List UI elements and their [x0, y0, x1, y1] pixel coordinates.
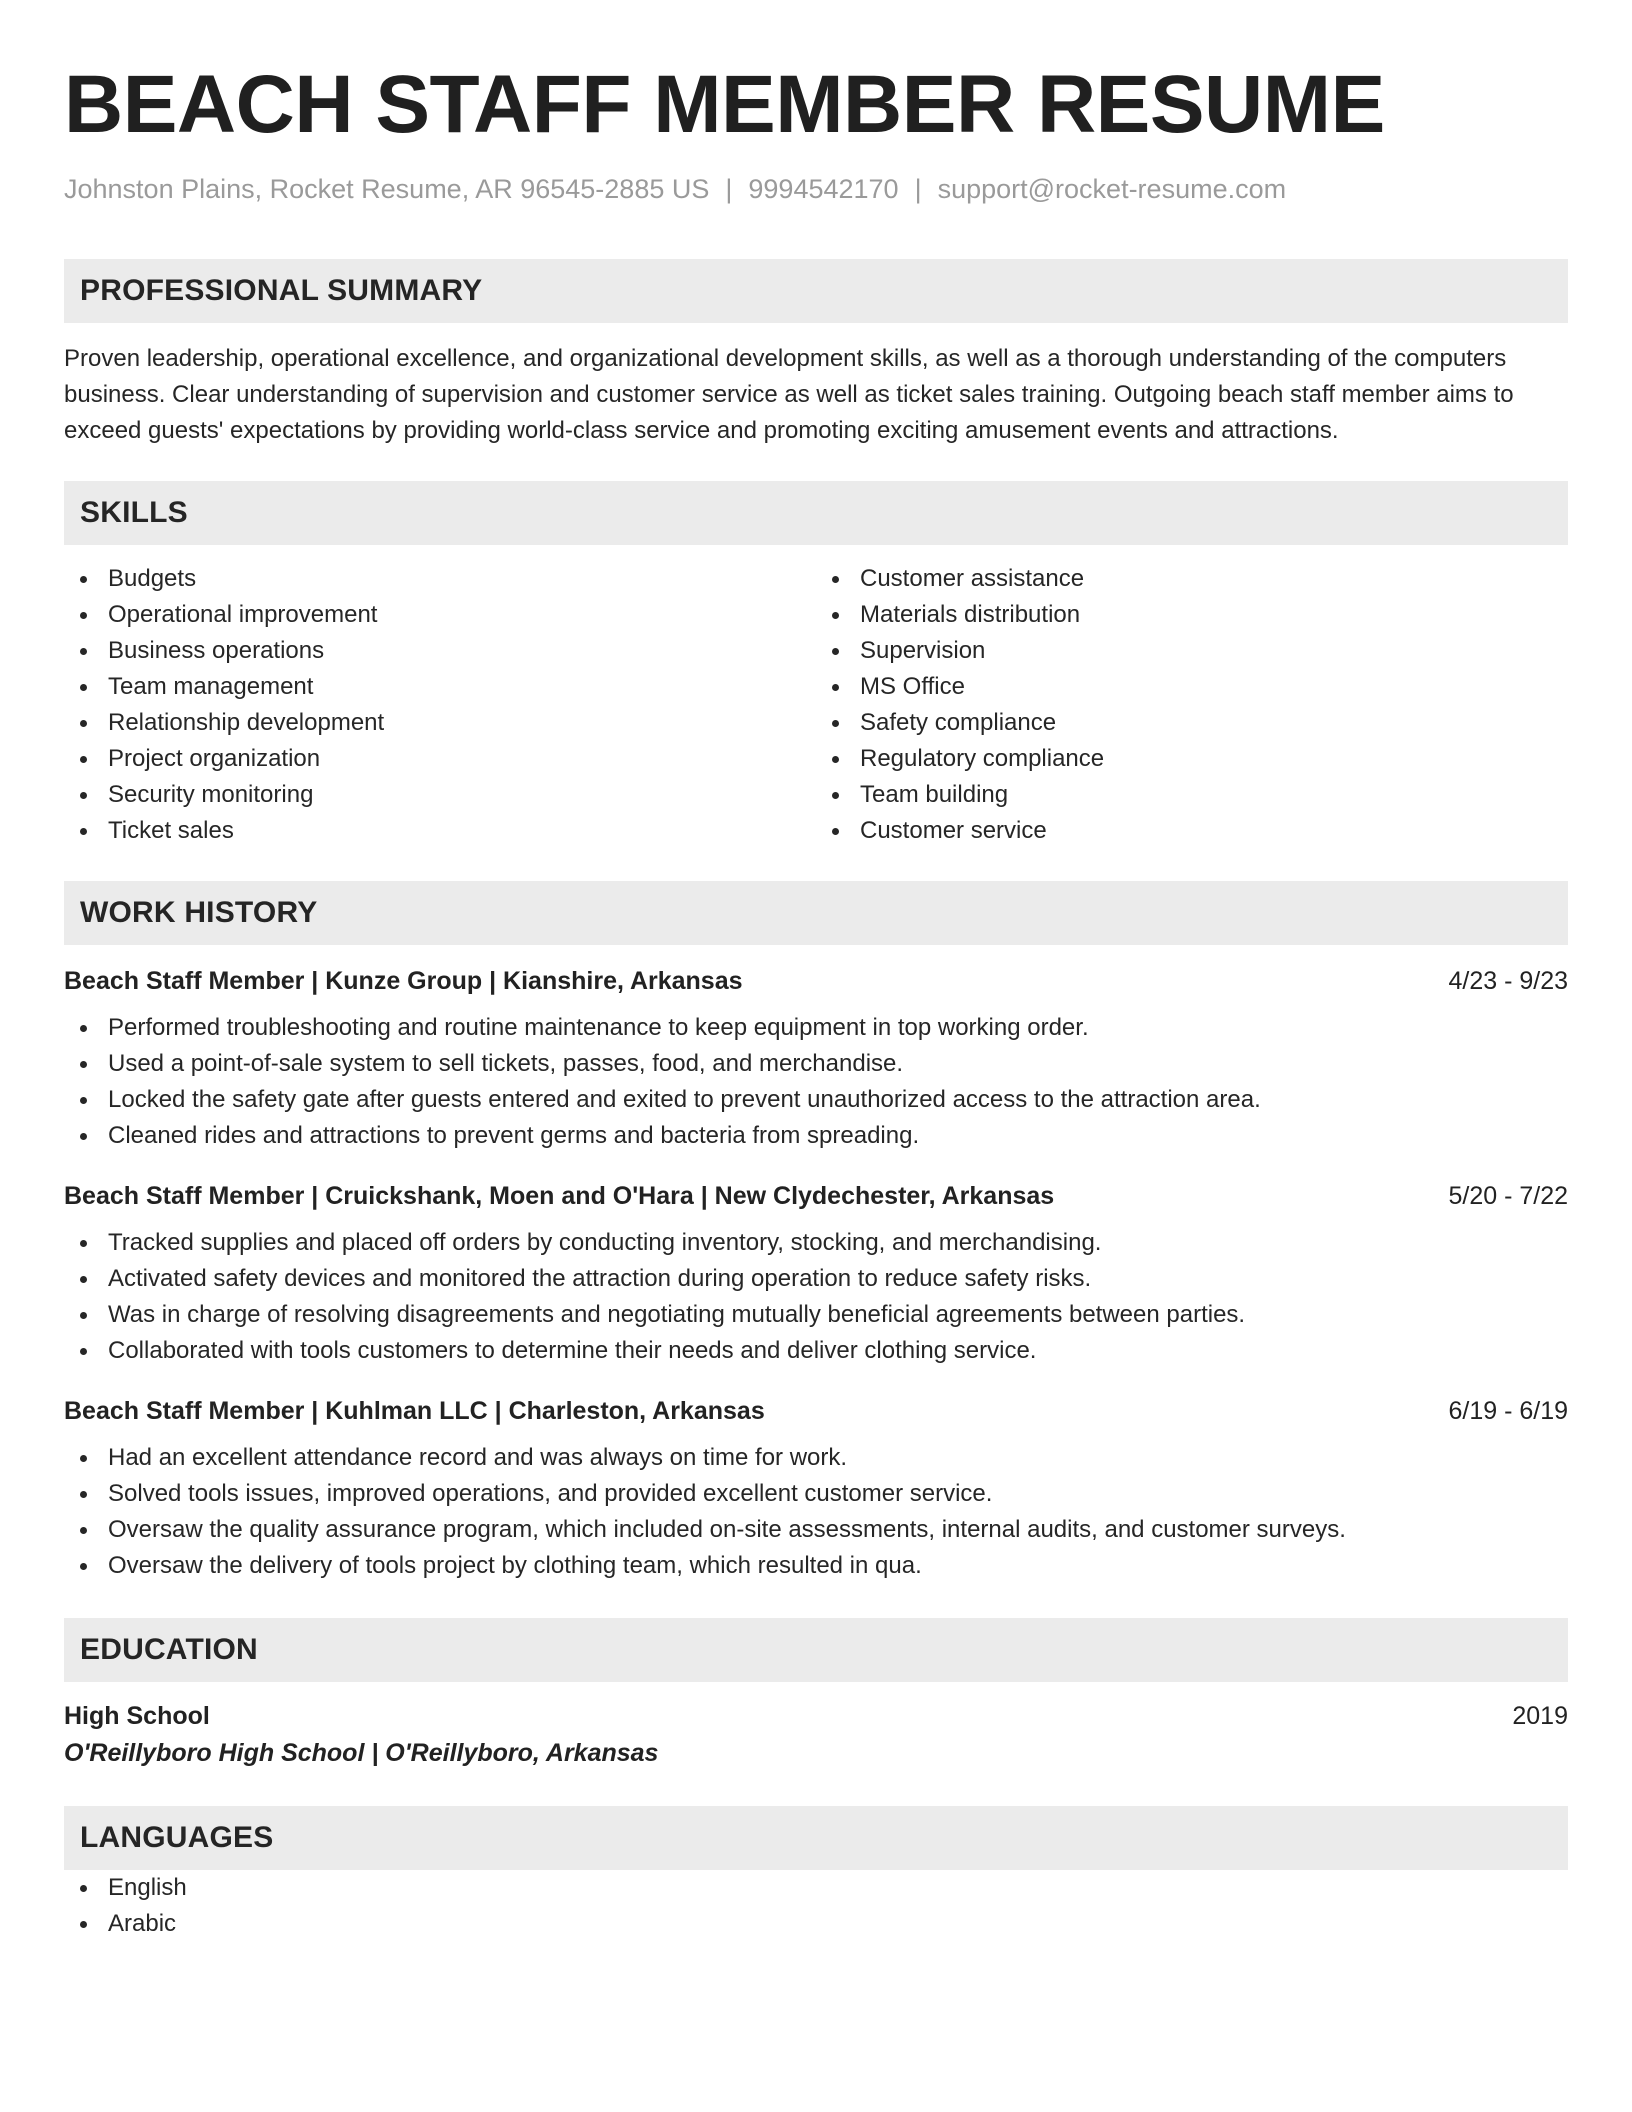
skills-list-right — [816, 561, 1568, 849]
skill-item: Security monitoring — [64, 777, 816, 813]
skill-item: Ticket sales — [64, 813, 816, 849]
education-year: 2019 — [1512, 1702, 1568, 1730]
job-title: Beach Staff Member | Kuhlman LLC | Charleston, Arkansas — [64, 1397, 765, 1425]
job-bullet: Collaborated with tools customers to determine their needs and deliver clothing service. — [64, 1333, 1568, 1369]
job-bullets — [64, 1225, 1568, 1369]
job-dates: 6/19 - 6/19 — [1448, 1397, 1568, 1425]
job-bullets — [64, 1010, 1568, 1154]
skill-item: Operational improvement — [64, 597, 816, 633]
skills-column-right — [816, 561, 1568, 849]
job-heading-row — [64, 1397, 1568, 1426]
languages-list — [64, 1870, 1568, 1942]
skill-item: Project organization — [64, 741, 816, 777]
section-header-summary: PROFESSIONAL SUMMARY — [64, 259, 1568, 323]
job-heading-row — [64, 967, 1568, 996]
skill-item: Supervision — [816, 633, 1568, 669]
job-bullet: Tracked supplies and placed off orders by conducting inventory, stocking, and merchandising. — [64, 1225, 1568, 1261]
job-bullet: Cleaned rides and attractions to prevent germs and bacteria from spreading. — [64, 1118, 1568, 1154]
skill-item: Business operations — [64, 633, 816, 669]
job-bullets — [64, 1440, 1568, 1584]
education-degree: High School — [64, 1702, 210, 1730]
language-item: English — [64, 1870, 1568, 1906]
skill-item: Budgets — [64, 561, 816, 597]
contact-email: support@rocket-resume.com — [937, 174, 1287, 204]
job-title: Beach Staff Member | Cruickshank, Moen and O'Hara | New Clydechester, Arkansas — [64, 1182, 1055, 1210]
contact-address: Johnston Plains, Rocket Resume, AR 96545-2885 US — [64, 174, 710, 204]
language-item: Arabic — [64, 1906, 1568, 1942]
section-header-education: EDUCATION — [64, 1618, 1568, 1682]
job-bullet: Used a point-of-sale system to sell tickets, passes, food, and merchandise. — [64, 1046, 1568, 1082]
section-header-work-history: WORK HISTORY — [64, 881, 1568, 945]
job-entry — [64, 967, 1568, 1154]
job-bullet: Solved tools issues, improved operations, and provided excellent customer service. — [64, 1476, 1568, 1512]
skill-item: MS Office — [816, 669, 1568, 705]
job-title: Beach Staff Member | Kunze Group | Kianshire, Arkansas — [64, 967, 743, 995]
job-heading-row — [64, 1182, 1568, 1211]
job-dates: 4/23 - 9/23 — [1448, 967, 1568, 995]
education-row — [64, 1702, 1568, 1731]
job-bullet: Performed troubleshooting and routine maintenance to keep equipment in top working order. — [64, 1010, 1568, 1046]
contact-line — [64, 174, 1568, 205]
skills-column-left — [64, 561, 816, 849]
skill-item: Team management — [64, 669, 816, 705]
skill-item: Customer assistance — [816, 561, 1568, 597]
job-bullet: Oversaw the quality assurance program, which included on-site assessments, internal audits, and customer surveys. — [64, 1512, 1568, 1548]
skill-item: Relationship development — [64, 705, 816, 741]
job-bullet: Oversaw the delivery of tools project by clothing team, which resulted in qua. — [64, 1548, 1568, 1584]
skills-list-left — [64, 561, 816, 849]
skills-grid — [64, 561, 1568, 849]
job-dates: 5/20 - 7/22 — [1448, 1182, 1568, 1210]
skill-item: Regulatory compliance — [816, 741, 1568, 777]
job-entry — [64, 1397, 1568, 1584]
skill-item: Team building — [816, 777, 1568, 813]
summary-text: Proven leadership, operational excellence, and organizational development skills, as well as a thorough understanding of the computers business. Clear understanding of supervision and customer service as well as ticket sales training. Outgoing beach staff member aims to exceed guests' expectations by providing world-class service and promoting exciting amusement events and attractions. — [64, 345, 1514, 444]
job-bullet: Activated safety devices and monitored the attraction during operation to reduce safety risks. — [64, 1261, 1568, 1297]
resume-title: BEACH STAFF MEMBER RESUME — [64, 59, 1385, 150]
job-bullet: Was in charge of resolving disagreements and negotiating mutually beneficial agreements between parties. — [64, 1297, 1568, 1333]
skill-item: Customer service — [816, 813, 1568, 849]
job-entry — [64, 1182, 1568, 1369]
job-bullet: Locked the safety gate after guests entered and exited to prevent unauthorized access to the attraction area. — [64, 1082, 1568, 1118]
skill-item: Safety compliance — [816, 705, 1568, 741]
contact-phone: 9994542170 — [748, 174, 899, 204]
skill-item: Materials distribution — [816, 597, 1568, 633]
job-bullet: Had an excellent attendance record and was always on time for work. — [64, 1440, 1568, 1476]
section-header-languages: LANGUAGES — [64, 1806, 1568, 1870]
education-school: O'Reillyboro High School | O'Reillyboro, Arkansas — [64, 1739, 659, 1767]
section-header-skills: SKILLS — [64, 481, 1568, 545]
contact-separator: | — [725, 174, 733, 204]
contact-separator: | — [914, 174, 922, 204]
